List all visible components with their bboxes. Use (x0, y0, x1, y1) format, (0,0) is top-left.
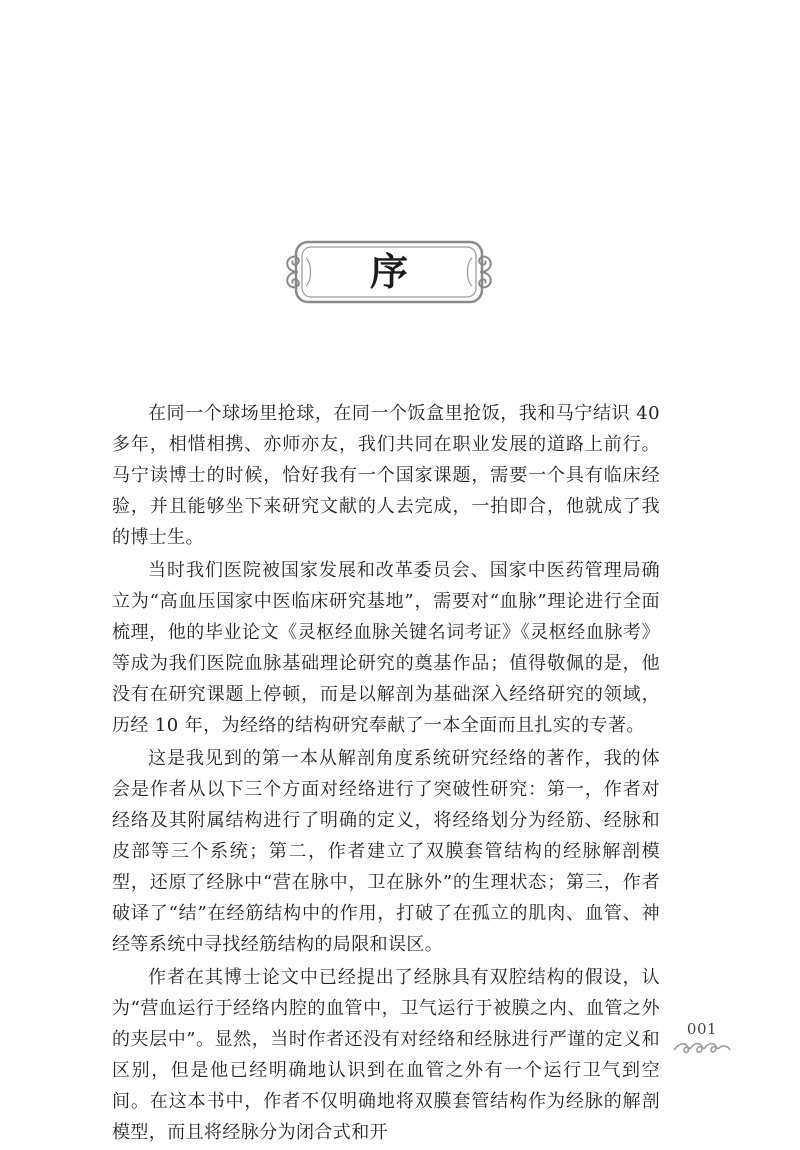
paragraph-1: 在同一个球场里抢球，在同一个饭盒里抢饭，我和马宁结识 40 多年，相惜相携、亦师亦友，我们共同在职业发展的道路上前行。马宁读博士的时候，恰好我有一个国家课题，需要一个具有临床经验，并且能够坐下来研究文献的人去完成，一拍即合，他就成了我的博士生。 (112, 403, 660, 548)
preface-body (112, 398, 660, 1150)
page-title: 序 (369, 249, 408, 294)
title-frame (282, 238, 496, 306)
paragraph-3: 这是我见到的第一本从解剖角度系统研究经络的著作，我的体会是作者从以下三个方面对经络进行了突破性研究：第一，作者对经络及其附属结构进行了明确的定义，将经络划分为经筋、经脉和皮部等三个系统；第二，作者建立了双膜套管结构的经脉解剖模型，还原了经脉中“营在脉中，卫在脉外”的生理状态；第三，作者破译了“结”在经筋结构中的作用，打破了在孤立的肌肉、血管、神经等系统中寻找经筋结构的局限和误区。 (112, 748, 660, 955)
cloud-ornament-icon (672, 1038, 732, 1058)
page-number: 001 (686, 1020, 718, 1038)
paragraph-4: 作者在其博士论文中已经提出了经脉具有双腔结构的假设，认为“营血运行于经络内腔的血管中，卫气运行于被膜之内、血管之外的夹层中”。显然，当时作者还没有对经络和经脉进行严谨的定义和区别，但是他已经明确地认识到在血管之外有一个运行卫气到空间。在这本书中，作者不仅明确地将双膜套管结构作为经脉的解剖模型，而且将经脉分为闭合式和开 (112, 967, 660, 1143)
paragraph-2: 当时我们医院被国家发展和改革委员会、国家中医药管理局确立为“高血压国家中医临床研究基地”，需要对“血脉”理论进行全面梳理，他的毕业论文《灵枢经血脉关键名词考证》《灵枢经血脉考》等成为我们医院血脉基础理论研究的奠基作品；值得敬佩的是，他没有在研究课题上停顿，而是以解剖为基础深入经络研究的领域，历经 10 年，为经络的结构研究奉献了一本全面而且扎实的专著。 (112, 560, 660, 736)
